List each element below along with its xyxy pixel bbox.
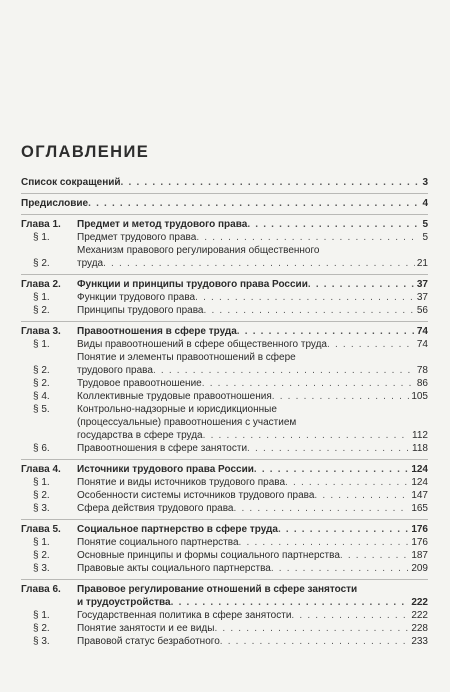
toc-section <box>21 231 428 244</box>
dot-leader <box>239 536 410 549</box>
section-title: Виды правоотношений в сфере общественного труда <box>77 339 327 350</box>
chapter-label: Глава 3. <box>21 326 61 337</box>
toc-section <box>21 635 428 648</box>
toc-chapter-5 <box>21 523 428 536</box>
section-title: Коллективные трудовые правоотношения <box>77 391 272 402</box>
toc-section <box>21 377 428 390</box>
dot-leader <box>203 304 414 317</box>
dot-leader <box>285 476 409 489</box>
section-title-line: Понятие и элементы правоотношений в сфере <box>77 352 296 363</box>
divider <box>21 321 428 322</box>
section-page: 187 <box>411 550 428 561</box>
section-title: Функции трудового права <box>77 292 196 303</box>
section-label: § 3. <box>33 563 50 574</box>
chapter-label: Глава 4. <box>21 464 61 475</box>
section-title: Сфера действия трудового права <box>77 503 234 514</box>
toc-chapter-6 <box>21 583 428 609</box>
section-page: 228 <box>411 623 428 634</box>
toc-section <box>21 442 428 455</box>
chapter-page: 74 <box>416 326 428 337</box>
dot-leader <box>271 562 409 575</box>
toc-entry-preface <box>21 197 428 210</box>
chapter-label: Глава 5. <box>21 524 61 535</box>
section-label: § 1. <box>33 292 50 303</box>
toc-section <box>21 338 428 351</box>
toc-section <box>21 502 428 515</box>
entry-page: 3 <box>422 177 428 188</box>
entry-title: Список сокращений <box>21 177 121 188</box>
dot-leader <box>202 377 415 390</box>
divider <box>21 214 428 215</box>
section-title-line: трудового права <box>77 365 153 376</box>
dot-leader <box>237 325 415 338</box>
section-label: § 1. <box>33 537 50 548</box>
toc-chapter-1 <box>21 218 428 231</box>
divider <box>21 519 428 520</box>
section-title-line: труда <box>77 258 104 269</box>
section-title: Трудовое правоотношение <box>77 378 202 389</box>
dot-leader <box>121 176 421 189</box>
chapter-title: Правоотношения в сфере труда <box>77 326 237 337</box>
chapter-title: Функции и принципы трудового права России <box>77 279 308 290</box>
section-title: Государственная политика в сфере занятости <box>77 610 292 621</box>
toc-section <box>21 549 428 562</box>
section-title-line: государства в сфере труда <box>77 430 203 441</box>
section-page: 176 <box>411 537 428 548</box>
toc-heading: ОГЛАВЛЕНИЕ <box>21 143 150 161</box>
section-page: 147 <box>411 490 428 501</box>
dot-leader <box>203 429 410 442</box>
section-label: § 1. <box>33 339 50 350</box>
section-label: § 2. <box>33 550 50 561</box>
section-page: 74 <box>416 339 428 350</box>
dot-leader <box>153 364 415 377</box>
toc-section <box>21 536 428 549</box>
section-title-line: Контрольно-надзорные и юрисдикционные <box>77 404 277 415</box>
section-label: § 3. <box>33 636 50 647</box>
dot-leader <box>195 291 415 304</box>
dot-leader <box>314 489 409 502</box>
section-label: § 2. <box>33 258 50 269</box>
section-label: § 2. <box>33 365 50 376</box>
section-label: § 1. <box>33 232 50 243</box>
dot-leader <box>103 257 415 270</box>
dot-leader <box>254 463 409 476</box>
dot-leader <box>247 218 420 231</box>
section-page: 78 <box>416 365 428 376</box>
chapter-title: Социальное партнерство в сфере труда <box>77 524 278 535</box>
section-page: 112 <box>412 430 428 441</box>
toc-chapter-4 <box>21 463 428 476</box>
toc-section <box>21 562 428 575</box>
chapter-label: Глава 6. <box>21 584 61 595</box>
section-title: Понятие социального партнерства <box>77 537 239 548</box>
section-label: § 3. <box>33 503 50 514</box>
section-page: 56 <box>416 305 428 316</box>
dot-leader <box>340 549 409 562</box>
dot-leader <box>214 622 409 635</box>
section-title: Предмет трудового права <box>77 232 197 243</box>
dot-leader <box>247 442 410 455</box>
section-label: § 6. <box>33 443 50 454</box>
chapter-title-line: и трудоустройства <box>77 597 171 608</box>
section-page: 233 <box>411 636 428 647</box>
dot-leader <box>196 231 420 244</box>
section-label: § 2. <box>33 378 50 389</box>
table-of-contents <box>21 176 428 648</box>
section-title-line: Механизм правового регулирования общественного <box>77 245 320 256</box>
chapter-page: 222 <box>411 597 428 608</box>
section-label: § 2. <box>33 623 50 634</box>
section-page: 222 <box>411 610 428 621</box>
dot-leader <box>327 338 415 351</box>
section-label: § 2. <box>33 490 50 501</box>
divider <box>21 459 428 460</box>
chapter-title-line: Правовое регулирование отношений в сфере занятости <box>77 584 358 595</box>
section-title-line: (процессуальные) правоотношения с участием <box>77 417 297 428</box>
dot-leader <box>234 502 410 515</box>
section-title: Понятие и виды источников трудового права <box>77 477 286 488</box>
chapter-label: Глава 2. <box>21 279 61 290</box>
section-page: 86 <box>416 378 428 389</box>
section-title: Правовые акты социального партнерства <box>77 563 271 574</box>
chapter-page: 37 <box>416 279 428 290</box>
dot-leader <box>272 390 410 403</box>
toc-entry-abbreviations <box>21 176 428 189</box>
entry-page: 4 <box>422 198 428 209</box>
toc-section <box>21 622 428 635</box>
dot-leader <box>308 278 415 291</box>
toc-section <box>21 244 428 270</box>
section-title: Основные принципы и формы социального партнерства <box>77 550 340 561</box>
toc-section <box>21 351 428 377</box>
chapter-page: 176 <box>411 524 428 535</box>
section-page: 21 <box>416 258 428 269</box>
chapter-title: Источники трудового права России <box>77 464 254 475</box>
section-title: Понятие занятости и ее виды <box>77 623 215 634</box>
toc-chapter-2 <box>21 278 428 291</box>
section-page: 37 <box>416 292 428 303</box>
toc-section <box>21 403 428 442</box>
divider <box>21 579 428 580</box>
toc-section <box>21 476 428 489</box>
section-page: 165 <box>411 503 428 514</box>
section-label: § 4. <box>33 391 50 402</box>
chapter-page: 124 <box>411 464 428 475</box>
section-label: § 5. <box>33 404 50 415</box>
chapter-title: Предмет и метод трудового права <box>77 219 248 230</box>
toc-section <box>21 609 428 622</box>
section-page: 209 <box>411 563 428 574</box>
section-label: § 1. <box>33 610 50 621</box>
section-page: 124 <box>411 477 428 488</box>
dot-leader <box>220 635 410 648</box>
dot-leader <box>291 609 409 622</box>
divider <box>21 193 428 194</box>
dot-leader <box>88 197 420 210</box>
section-title: Правовой статус безработного <box>77 636 220 647</box>
section-title: Особенности системы источников трудового права <box>77 490 315 501</box>
section-label: § 2. <box>33 305 50 316</box>
section-title: Принципы трудового права <box>77 305 204 316</box>
entry-title: Предисловие <box>21 198 89 209</box>
section-page: 5 <box>422 232 428 243</box>
divider <box>21 274 428 275</box>
toc-section <box>21 304 428 317</box>
section-label: § 1. <box>33 477 50 488</box>
section-page: 105 <box>411 391 428 402</box>
dot-leader <box>171 596 410 609</box>
toc-chapter-3 <box>21 325 428 338</box>
section-title: Правоотношения в сфере занятости <box>77 443 248 454</box>
chapter-page: 5 <box>422 219 428 230</box>
toc-section <box>21 489 428 502</box>
toc-section <box>21 291 428 304</box>
toc-section <box>21 390 428 403</box>
chapter-label: Глава 1. <box>21 219 61 230</box>
section-page: 118 <box>412 443 428 454</box>
dot-leader <box>278 523 409 536</box>
